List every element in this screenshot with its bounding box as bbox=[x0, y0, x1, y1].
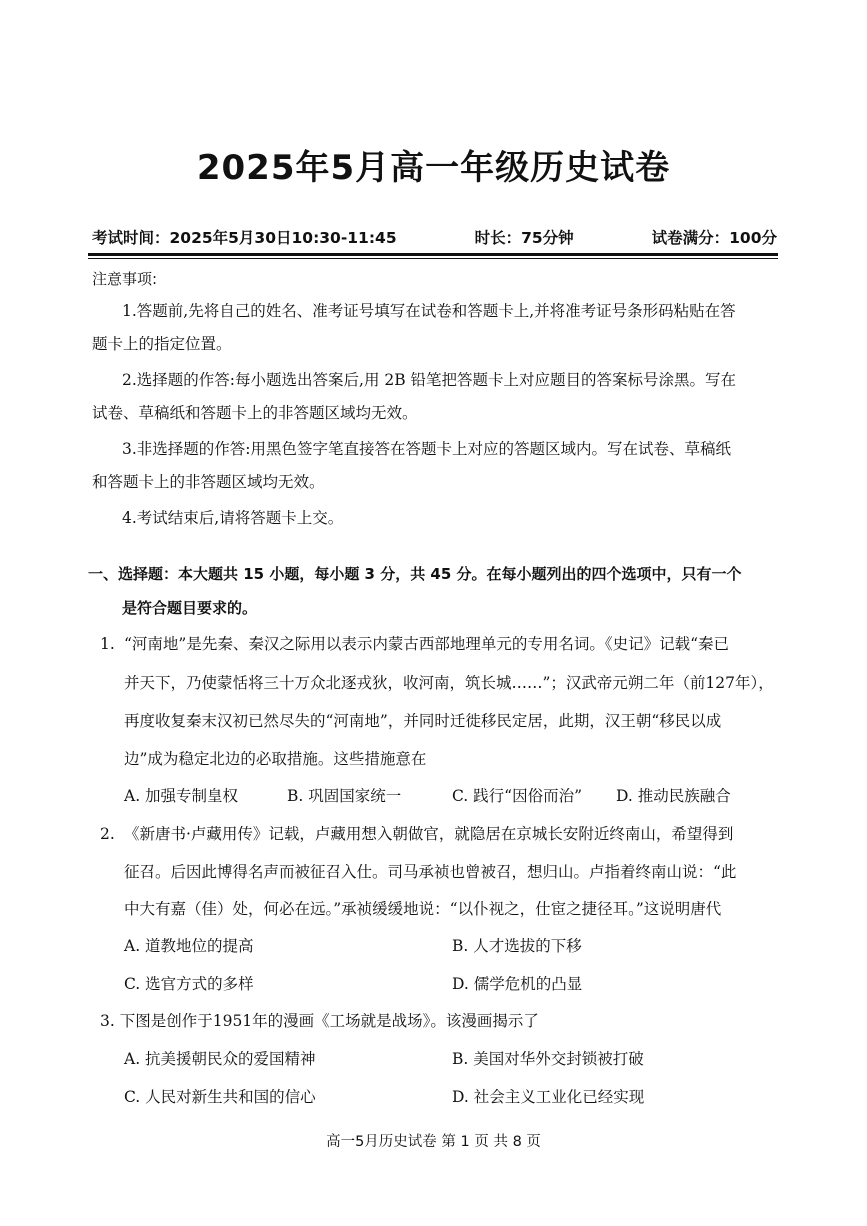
question-2-line-1: 《新唐书·卢藏用传》记载，卢藏用想入朝做官，就隐居在京城长安附近终南山，希望得到 bbox=[124, 825, 734, 843]
question-3-option-b: B. 美国对华外交封锁被打破 bbox=[452, 1050, 644, 1068]
note-3-line-1: 3.非选择题的作答:用黑色签字笔直接答在答题卡上对应的答题区域内。写在试卷、草稿纸 bbox=[122, 440, 732, 458]
question-3-option-c: C. 人民对新生共和国的信心 bbox=[124, 1088, 316, 1106]
page-title: 2025年5月高一年级历史试卷 bbox=[196, 148, 671, 188]
question-1-line-4: 边”成为稳定北边的必取措施。这些措施意在 bbox=[124, 750, 427, 768]
question-1-number: 1. bbox=[100, 635, 115, 653]
question-1-option-a: A. 加强专制皇权 bbox=[124, 787, 239, 805]
header-rule-thin bbox=[88, 258, 778, 259]
question-1-line-2: 并天下，乃使蒙恬将三十万众北逐戎狄，收河南，筑长城……”；汉武帝元朔二年（前127年）， bbox=[124, 674, 774, 692]
question-2-option-a: A. 道教地位的提高 bbox=[124, 937, 254, 955]
question-2-option-b: B. 人才选拔的下移 bbox=[452, 937, 582, 955]
page-footer: 高一5月历史试卷 第 1 页 共 8 页 bbox=[326, 1134, 541, 1150]
question-3-line-1: 3. 下图是创作于1951年的漫画《工场就是战场》。该漫画揭示了 bbox=[100, 1012, 539, 1030]
note-2-line-1: 2.选择题的作答:每小题选出答案后,用 2B 铅笔把答题卡上对应题目的答案标号涂黑。写在 bbox=[122, 371, 737, 389]
note-1-line-2: 题卡上的指定位置。 bbox=[92, 335, 232, 353]
notes-heading: 注意事项: bbox=[92, 270, 158, 288]
question-3-option-d: D. 社会主义工业化已经实现 bbox=[452, 1088, 645, 1106]
question-2-option-c: C. 选官方式的多样 bbox=[124, 975, 254, 993]
question-2-line-2: 征召。后因此博得名声而被征召入仕。司马承祯也曾被召，想归山。卢指着终南山说：“此 bbox=[124, 863, 737, 881]
question-1-option-c: C. 践行“因俗而治” bbox=[452, 787, 583, 805]
header-rule-thick bbox=[88, 253, 778, 256]
exam-full-score: 试卷满分：100分 bbox=[651, 229, 777, 247]
note-2-line-2: 试卷、草稿纸和答题卡上的非答题区域均无效。 bbox=[92, 404, 418, 422]
question-1-option-d: D. 推动民族融合 bbox=[616, 787, 731, 805]
exam-duration: 时长：75分钟 bbox=[474, 229, 574, 247]
note-4: 4.考试结束后,请将答题卡上交。 bbox=[122, 509, 344, 527]
section-1-heading-cont: 是符合题目要求的。 bbox=[122, 599, 258, 617]
question-2-option-d: D. 儒学危机的凸显 bbox=[452, 975, 583, 993]
question-2-line-3: 中大有嘉（佳）处，何必在远。”承祯缓缓地说：“以仆视之，仕宦之捷径耳。”这说明唐代 bbox=[124, 900, 722, 918]
exam-time: 考试时间：2025年5月30日10:30-11:45 bbox=[92, 229, 397, 247]
note-1-line-1: 1.答题前,先将自己的姓名、准考证号填写在试卷和答题卡上,并将准考证号条形码粘贴在答 bbox=[122, 302, 736, 320]
exam-info-row bbox=[92, 226, 777, 248]
question-2-number: 2. bbox=[100, 825, 115, 843]
question-1-option-b: B. 巩固国家统一 bbox=[287, 787, 402, 805]
section-1-heading: 一、选择题：本大题共 15 小题，每小题 3 分，共 45 分。在每小题列出的四个选项中，只有一个 bbox=[88, 565, 742, 583]
question-1-line-1: “河南地”是先秦、秦汉之际用以表示内蒙古西部地理单元的专用名词。《史记》记载“秦已 bbox=[124, 635, 730, 653]
question-3-option-a: A. 抗美援朝民众的爱国精神 bbox=[124, 1050, 316, 1068]
note-3-line-2: 和答题卡上的非答题区域均无效。 bbox=[92, 473, 325, 491]
question-1-line-3: 再度收复秦末汉初已然尽失的“河南地”，并同时迁徙移民定居，此期，汉王朝“移民以成 bbox=[124, 712, 722, 730]
